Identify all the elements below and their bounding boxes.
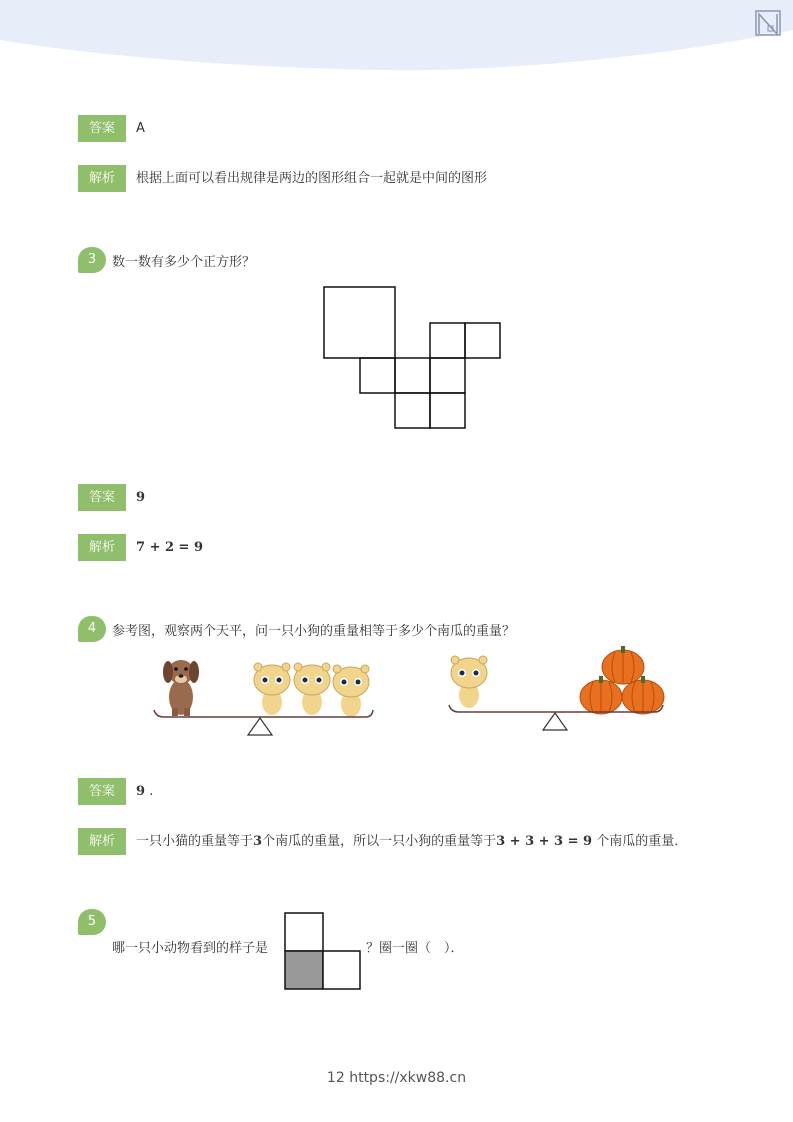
squares-figure: [322, 286, 504, 432]
analysis-tag: 解析: [78, 828, 126, 855]
analysis-text: 根据上面可以看出规律是两边的图形组合一起就是中间的图形: [136, 171, 488, 186]
analysis-tag: 解析: [78, 165, 126, 192]
answer-tag: 答案: [78, 484, 126, 511]
leopard-icon: [333, 665, 369, 717]
answer-text: [136, 778, 153, 805]
question-text: 数一数有多少个正方形？: [112, 255, 256, 270]
header-wave: [0, 0, 793, 80]
analysis-part: 个南瓜的重量，所以一只小狗的重量等于: [262, 834, 497, 849]
answer-text: A: [136, 121, 145, 136]
question-text: 参考图，观察两个天平，问一只小狗的重量相等于多少个南瓜的重量？: [112, 624, 516, 639]
answer-text: 9: [136, 490, 146, 505]
leopard-icon: [254, 663, 290, 715]
question-number: 4: [78, 616, 106, 642]
page-footer: [0, 1070, 793, 1086]
balance-dog-vs-cats: [150, 650, 380, 740]
answer-tag: 答案: [78, 778, 126, 805]
leopard-icon: [451, 656, 487, 708]
analysis-part: 一只小猫的重量等于: [136, 834, 254, 849]
pumpkin-icon: [602, 646, 644, 684]
answer-suffix: .: [149, 784, 154, 799]
answer-value: 9: [136, 784, 146, 799]
fulcrum-icon: [248, 718, 272, 735]
analysis-expression: 3 + 3 + 3 = 9: [496, 834, 593, 849]
leopard-icon: [294, 663, 330, 715]
analysis-text: [136, 828, 687, 855]
analysis-part: 个南瓜的重量．: [592, 834, 688, 849]
logo-icon: [753, 8, 783, 38]
page-number: 12: [326, 1070, 345, 1086]
question-text-after: ？圈一圈（ ）．: [366, 941, 464, 956]
question-number: 3: [78, 247, 106, 273]
balance-cat-vs-pumpkins: [445, 645, 670, 735]
analysis-tag: 解析: [78, 534, 126, 561]
dog-icon: [163, 660, 199, 716]
answer-tag: 答案: [78, 115, 126, 142]
analysis-text: 7 + 2 = 9: [136, 540, 204, 555]
question-number: 5: [78, 909, 106, 935]
question-text-before: 哪一只小动物看到的样子是: [112, 941, 269, 956]
analysis-number: 3: [253, 834, 263, 849]
fulcrum-icon: [543, 713, 567, 730]
block-shape-figure: [283, 911, 363, 991]
footer-url: https://xkw88.cn: [349, 1070, 467, 1086]
